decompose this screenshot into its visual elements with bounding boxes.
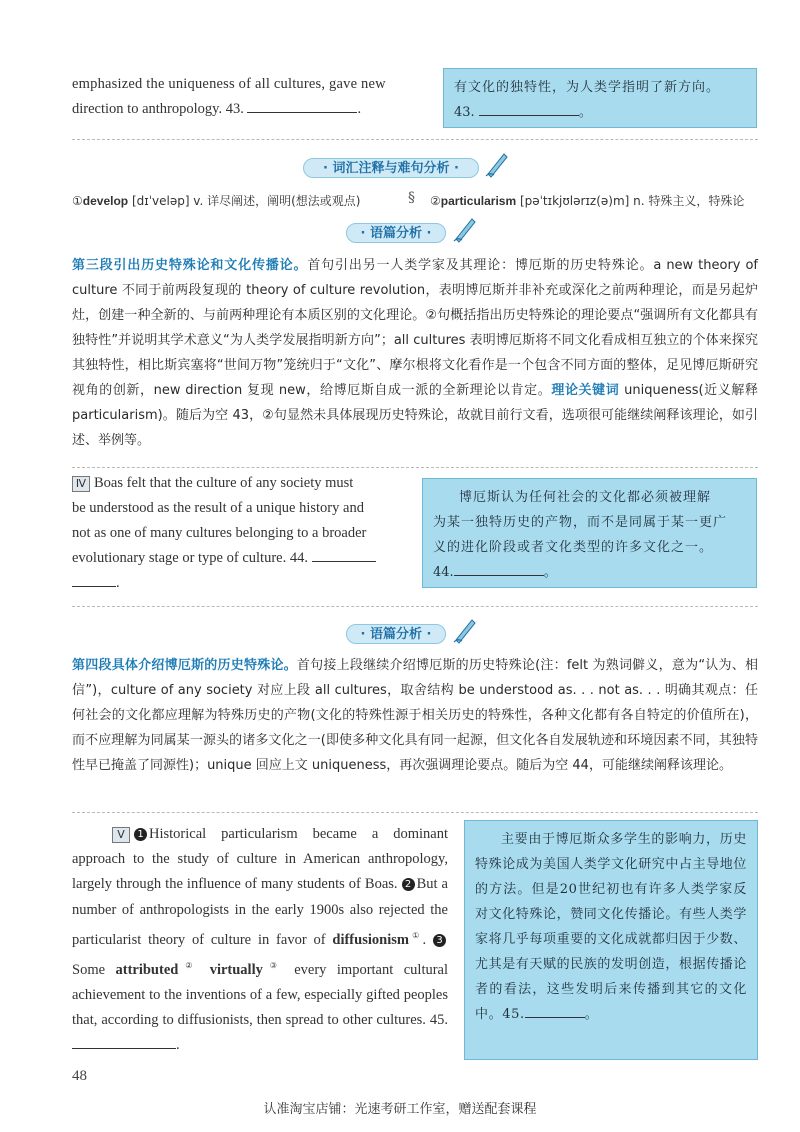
analysis-paragraph-3: 第三段引出历史特殊论和文化传播论。首句引出另一人类学家及其理论：博厄斯的历史特殊论。a new theory of culture 不同于前两段复现的 theory of culture revolution，表明博厄斯并非补充或深化之前两种理论，而是另起炉灶，创建一种全新的、与前两种理论有本质区别的文化理论。②句概括指出历史特殊论的理论要点“强调所有文化都具有独特性”并说明其学术意义“为人类学发展指明新方向”；all cultures 表明博厄斯将不同文化看成相互独立的个体来探究其独特性，相比斯宾塞将“世间万物”笼统归于“文化”、摩尔根将文化看作是一个包含不同方面的整体，足见博厄斯研究视角的创新，new direction 复现 new，给博厄斯自成一派的全新理论以肯定。理论关键词 uniqueness(近义解释 particularism)。随后为空 43，②句显然未具体展现历史特殊论，故就目前行文看，选项很可能继续阐释该理论，如引述、举例等。	[72, 258, 758, 448]
blank-43-cn	[479, 101, 579, 116]
blank-44-cont	[72, 572, 116, 587]
analysis-section-label-3: · 语篇分析 ·	[346, 223, 446, 243]
sentence-number-2: 2	[402, 878, 415, 891]
sentence-number-1: 1	[134, 828, 147, 841]
blank-43	[247, 98, 357, 113]
p3-line2: direction to anthropology. 43. .	[72, 97, 432, 122]
p5-translation-box: 主要由于博厄斯众多学生的影响力，历史特殊论成为美国人类学文化研究中占主导地位的方法。但是20世纪初也有许多人类学家反对文化特殊论，赞同文化传播论。有些人类学家将几乎每项重要的文化成就都归因于少数、尤其是有天赋的民族的发明创造，根据传播论者的看法，这些发明后来传播到其它的文化中。45. 。	[464, 820, 758, 1060]
vocab-section-label: · 词汇注释与难句分析 ·	[303, 158, 479, 178]
p3-line1: emphasized the uniqueness of all cultures, gave new	[72, 76, 386, 92]
p3-english	[72, 72, 432, 122]
blank-45	[72, 1034, 176, 1049]
blank-44-cn	[454, 561, 544, 576]
vocab-word-develop: develop	[82, 194, 129, 208]
vocab-word-particularism: particularism	[440, 194, 517, 208]
analysis-3-heading: 第三段引出历史特殊论和文化传播论。	[72, 258, 308, 273]
sentence-number-3: 3	[433, 934, 446, 947]
p4-translation-box: 博厄斯认为任何社会的文化都必须被理解 为某一独特历史的产物，而不是同属于某一更广 义的进化阶段或者文化类型的许多文化之一。 44. 。	[422, 478, 757, 588]
vocab-word-virtually: virtually	[209, 961, 263, 978]
pen-icon	[452, 616, 478, 644]
p3-cn-line2: 43. 。	[454, 100, 746, 125]
vocab-word-diffusionism: diffusionism	[332, 931, 409, 948]
vocab-item-particularism: ②particularism [pəˈtɪkjʊlərɪz(ə)m] n. 特殊主义，特殊论	[430, 194, 745, 208]
paragraph-marker-5: Ⅴ	[112, 827, 130, 843]
p3-translation-box	[443, 68, 757, 128]
analysis-4-heading: 第四段具体介绍博厄斯的历史特殊论。	[72, 658, 297, 673]
separator-3	[72, 606, 758, 607]
p4-english: Ⅳ Boas felt that the culture of any society must be understood as the result of a unique history and not as one of many cultures belonging to a broader evolutionary stage or type of culture. 44. .	[72, 471, 412, 596]
p5-english: Ⅴ 1 Historical particularism became a dominant approach to the study of culture in American anthropology, largely through the influence of many students of Boas. 2 But a number of anthropologists in the early 1900s also rejected the particularist theory of culture in favor of diffusionism①. 3Some attributed② virtually③ every important cultural achievement to the inventions of a few, especially gifted peoples that, according to diffusionists, then spread to other cultures. 45. .	[72, 826, 449, 1054]
vocab-divider-icon: §	[408, 190, 415, 206]
page-number: 48	[72, 1068, 87, 1084]
pen-icon	[484, 150, 510, 178]
separator-2	[72, 467, 758, 468]
separator-1	[72, 139, 758, 140]
analysis-paragraph-4: 第四段具体介绍博厄斯的历史特殊论。首句接上段继续介绍博厄斯的历史特殊论(注：felt 为熟词僻义，意为“认为、相信”)，culture of any society 对应上段 all cultures，取舍结构 be understood as. . . not as. . . 明确其观点：任何社会的文化都应理解为特殊历史的产物(文化的特殊性源于相关历史的特殊性，各种文化都有各自特定的价值所在)，而不应理解为同属某一源头的诸多文化之一(即使多种文化具有同一起源，但文化各自发展轨迹和环境因素不同，其独特性早已掩盖了同源性)；unique 回应上文 uniqueness，再次强调理论要点。随后为空 44，可能继续阐释该理论。	[72, 658, 758, 773]
paragraph-marker-4: Ⅳ	[72, 476, 90, 492]
separator-4	[72, 812, 758, 813]
vocab-item-develop: ①develop [dɪˈveləp] v. 详尽阐述，阐明(想法或观点)	[72, 194, 361, 208]
vocab-word-attributed: attributed	[115, 961, 179, 978]
pen-icon	[452, 215, 478, 243]
p3-cn-line1: 有文化的独特性，为人类学指明了新方向。	[454, 80, 721, 95]
analysis-section-label-4: · 语篇分析 ·	[346, 624, 446, 644]
footer-note: 认准淘宝店铺：光速考研工作室，赠送配套课程	[263, 1102, 537, 1117]
analysis-3-keyword: 理论关键词	[551, 383, 620, 398]
blank-45-cn	[525, 1003, 585, 1018]
blank-44	[312, 547, 376, 562]
